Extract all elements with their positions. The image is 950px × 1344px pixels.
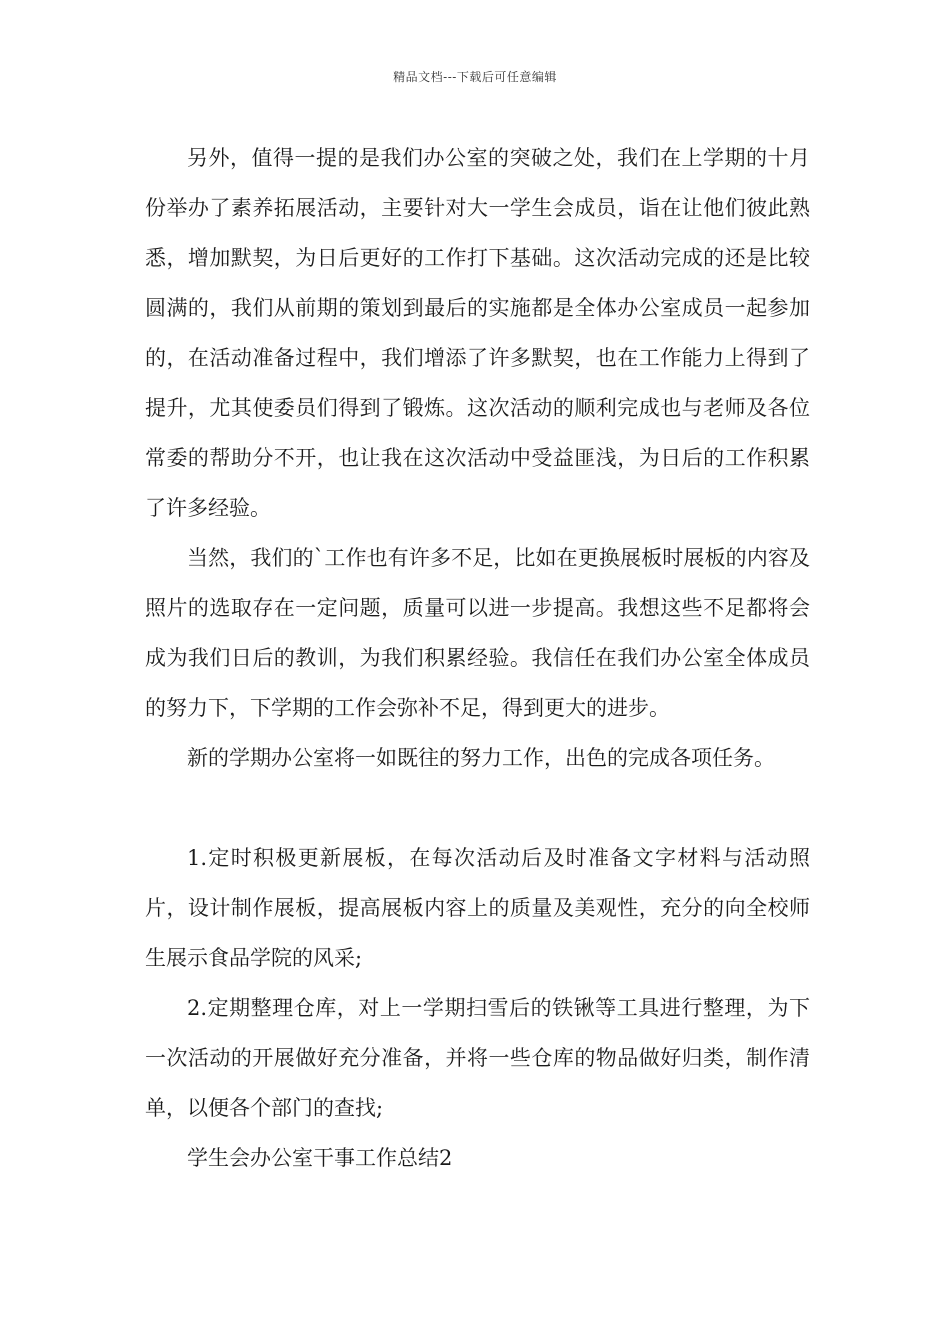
list-item-display-boards: 1.定时积极更新展板，在每次活动后及时准备文字材料与活动照片，设计制作展板，提高展板内容上的质量及美观性，充分的向全校师生展示食品学院的风采; (145, 846, 810, 970)
page-header: 精品文档---下载后可任意编辑 (393, 70, 557, 84)
document-body (145, 133, 810, 1183)
paragraph-new-semester: 新的学期办公室将一如既往的努力工作，出色的完成各项任务。 (187, 746, 775, 770)
paragraph-shortcomings: 当然，我们的`工作也有许多不足，比如在更换展板时展板的内容及照片的选取存在一定问题，质量可以进一步提高。我想这些不足都将会成为我们日后的教训，为我们积累经验。我信任在我们办公室全体成员的努力下，下学期的工作会弥补不足，得到更大的进步。 (145, 546, 810, 720)
section-title: 学生会办公室干事工作总结2 (187, 1146, 453, 1170)
list-item-warehouse: 2.定期整理仓库，对上一学期扫雪后的铁锹等工具进行整理，为下一次活动的开展做好充分准备，并将一些仓库的物品做好归类，制作清单，以便各个部门的查找; (145, 996, 810, 1120)
paragraph-outreach-activity: 另外，值得一提的是我们办公室的突破之处，我们在上学期的十月份举办了素养拓展活动，主要针对大一学生会成员，诣在让他们彼此熟悉，增加默契，为日后更好的工作打下基础。这次活动完成的还是比较圆满的，我们从前期的策划到最后的实施都是全体办公室成员一起参加的，在活动准备过程中，我们增添了许多默契，也在工作能力上得到了提升，尤其使委员们得到了锻炼。这次活动的顺利完成也与老师及各位常委的帮助分不开，也让我在这次活动中受益匪浅，为日后的工作积累了许多经验。 (145, 146, 810, 520)
